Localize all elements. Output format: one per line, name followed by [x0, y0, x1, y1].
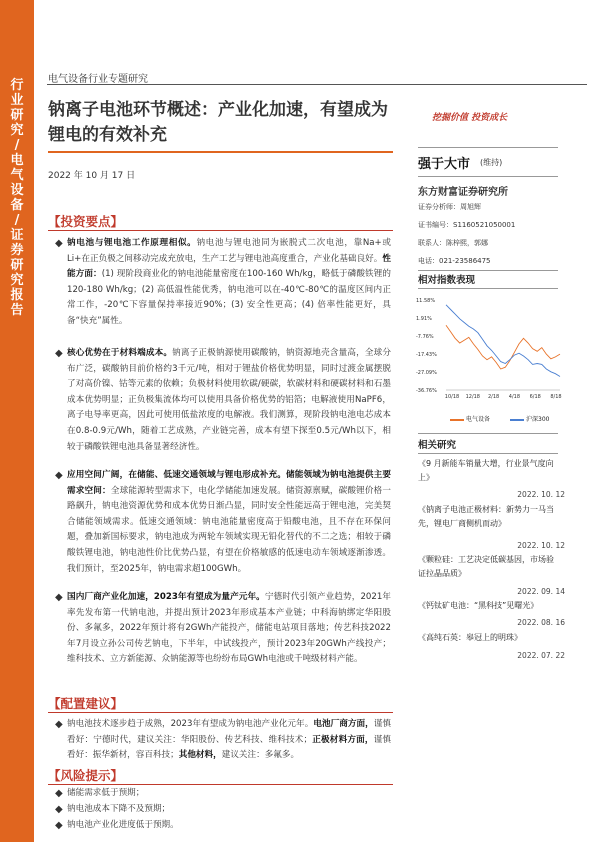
section-divider [48, 230, 393, 231]
analyst-name: 证券分析师：周旭辉 [418, 203, 481, 211]
para-lead: 国内厂商产业化加速，2023年有望成为量产元年。 [67, 592, 265, 602]
legend-swatch-sector [450, 419, 464, 421]
risk-item: 储能需求低于预期； [67, 788, 145, 798]
report-date: 2022 年 10 月 17 日 [48, 171, 136, 181]
legend-swatch-index [510, 419, 524, 421]
rating-note: (维持) [480, 158, 503, 167]
related-report[interactable]: 《颗粒硅：工艺决定低碳基因，市场验证拉晶品质》 [418, 555, 554, 578]
related-report-date: 2022. 07. 22 [517, 651, 565, 660]
section-divider [48, 712, 393, 713]
y-tick-label: -7.76% [416, 334, 434, 340]
para-lead: 钠电池与锂电池工作原理相似。 [67, 238, 197, 248]
related-rule [418, 453, 558, 454]
y-tick-label: 1.91% [416, 316, 432, 322]
para-lead: 性能方面： [67, 253, 391, 280]
report-type: 电气设备行业专题研究 [48, 74, 148, 85]
para-lead: 核心优势在于材料端成本。 [67, 348, 173, 358]
related-report[interactable]: 《钠离子电池正极材料：新势力一马当先，锂电厂商侧机而动》 [418, 505, 554, 528]
related-report-date: 2022. 09. 14 [517, 587, 565, 596]
bullet-icon: ◆ [55, 719, 63, 730]
x-tick-label: 12/18 [465, 394, 481, 400]
bullet-icon: ◆ [55, 348, 63, 359]
section-investment: 【投资要点】 [48, 214, 124, 229]
sidebar-label: 行业研究 / 电气设备 / 证券研究报告 [10, 78, 24, 318]
para-text: 谨慎看好：振华新材，容百科技； [67, 734, 391, 761]
header-divider [47, 84, 587, 85]
risk-item: 钠电池产业化进度低于预期。 [67, 820, 179, 830]
para-text: 钠电池与锂电池同为嵌脱式二次电池，靠Na+或Li+在正负极之间移动完成充放电，生产工艺与锂电池高度重合，产业化基础良好。 [67, 238, 391, 264]
para-text: 建议关注：多氟多。 [221, 750, 300, 761]
para-lead: 正极材料方面， [312, 734, 374, 745]
para-text: 全球能源转型需求下，电化学储能加速发展。储资源禀赋，碳酸锂价格一路飙升，钠电池资源优势和成本优势日渐凸显，同时安全性能远高于锂电池，完美契合储能领域需求。低速交通领域：钠电池能量密度高于铅酸电池，且不存在环保问题，叠加新国标要求，钠电池成为两轮车领域实现无铅化替代的不二之选；相较于磷酸铁锂电池，钠电池性价比优势凸显，有望在价格敏感的低速电动车领域逐渐渗透。我们预计，至2025年，钠电需求超100GWh。 [67, 485, 391, 574]
para-text: 宁德时代引领产业趋势，2021年率先发布第一代钠电池，并提出预计2023年形成基本产业链；中科海钠绑定华阳股份、多氟多，2022年预计将有2GWh产能投产，储能电站项目落地；传艺科技2022年7月设立孙公司传艺钠电，下半年，中试线投产，预计2023年20GWh产线投产；维科技术、立方新能源、众钠能源等也纷纷布局GWh电池或千吨级材料产能。 [67, 592, 392, 665]
para-text: 钠离子正极钠源使用碳酸钠，钠资源地壳含量高，全球分布广泛，碳酸钠目前价格约3千元/吨，相对于锂盐价格优势明显，同时过渡金属摆脱了对高价镍、钴等元素的依赖；负极材料使用软碳/硬碳，软碳材料和硬碳材料和石墨成本优势明显；正负极集流体均可以使用具备价格优势的铝箔；电解液使用NaPF6，离子电导率更高，因此可使用低盐浓度的电解液。我们测算，现阶段钠电池电芯成本在0.8-0.9元/Wh，随着工艺成熟，产业链完善，成本有望下探至0.5元/Wh以下，相较于磷酸铁锂电池具备显著经济性。 [67, 348, 391, 452]
contact-person: 联系人：陈梓熙，郭娜 [418, 239, 488, 247]
para-text: (1) 现阶段商业化的钠电池能量密度在100-160 Wh/kg，略低于磷酸铁锂的120-180 Wh/kg；(2) 高低温性能优秀，钠电池可以在-40℃-80℃的温度区间内正常工作，-20℃下容量保持率接近90%；(3) 安全性更高；(4) 倍率性能更好，具备“快充”属性。 [67, 269, 391, 326]
para-lead: 电池厂商方面， [313, 719, 374, 729]
related-heading: 相关研究 [418, 440, 457, 451]
rating-top-rule [418, 147, 558, 148]
page-title: 钠离子电池环节概述：产业化加速，有望成为锂电的有效补充 [48, 100, 388, 145]
chart-legend [418, 414, 568, 428]
paragraph-industrialization [67, 590, 391, 668]
section-risk: 【风险提示】 [48, 768, 124, 783]
y-tick-label: -27.09% [416, 370, 437, 376]
chart-heading: 相对指数表现 [418, 275, 476, 286]
bullet-icon: ◆ [55, 820, 63, 831]
section-allocation: 【配置建议】 [48, 696, 124, 711]
bullet-icon: ◆ [55, 470, 63, 481]
title-rule [48, 151, 393, 153]
para-text: 谨慎看好：宁德时代，建议关注：华阳股份、传艺科技、维科技术； [67, 719, 391, 745]
bullet-icon: ◆ [55, 788, 63, 799]
info-rule [418, 270, 558, 271]
x-tick-label: 6/18 [529, 394, 541, 400]
x-tick-label: 10/18 [444, 394, 460, 400]
risk-item: 钠电池成本下降不及预期； [67, 804, 171, 814]
paragraph-cost [67, 346, 391, 455]
rating-bottom-rule [418, 176, 558, 177]
legend-label-sector: 电气设备 [466, 416, 491, 423]
legend-label-index: 沪深300 [526, 416, 550, 423]
y-tick-label: 11.58% [416, 298, 436, 304]
related-top-rule [418, 433, 558, 434]
para-lead: 其他材料， [178, 750, 222, 761]
relative-index-chart [416, 294, 564, 414]
y-tick-label: -36.76% [416, 388, 437, 394]
y-tick-label: -17.43% [416, 352, 437, 358]
x-tick-label: 4/18 [508, 394, 521, 400]
research-institute: 东方财富证券研究所 [418, 187, 508, 198]
x-tick-label: 2/18 [487, 394, 500, 400]
bullet-icon: ◆ [55, 804, 63, 815]
paragraph-application [67, 468, 391, 577]
para-lead: 应用空间广阔，在储能、低速交通领域与锂电形成补充。储能领域为钠电池提供主要需求空间： [67, 470, 391, 496]
related-report[interactable]: 《9 月新能车销量大增，行业景气度向上》 [418, 459, 554, 482]
paragraph-allocation [67, 717, 391, 764]
bullet-icon: ◆ [55, 238, 63, 249]
phone-number: 电话：021-23586475 [418, 257, 491, 265]
related-report[interactable]: 《钙钛矿电池：“黑科技”见曙光》 [418, 601, 539, 610]
sidebar-band [0, 0, 34, 842]
related-report-date: 2022. 10. 12 [517, 490, 565, 499]
paragraph-principle [67, 236, 391, 330]
x-tick-label: 8/18 [550, 394, 562, 400]
chart-rule [418, 288, 558, 289]
section-divider [48, 784, 393, 785]
slogan: 挖掘价值 投资成长 [432, 113, 508, 123]
related-report-date: 2022. 10. 12 [517, 541, 565, 550]
bullet-icon: ◆ [55, 592, 63, 603]
certificate-number: 证书编号：S1160521050001 [418, 221, 516, 229]
related-report[interactable]: 《高纯石英：皋冠上的明珠》 [418, 633, 522, 642]
related-report-date: 2022. 08. 16 [517, 618, 565, 627]
para-text: 钠电池技术逐步趋于成熟，2023年有望成为钠电池产业化元年。 [67, 719, 314, 729]
rating: 强于大市 [418, 157, 471, 172]
